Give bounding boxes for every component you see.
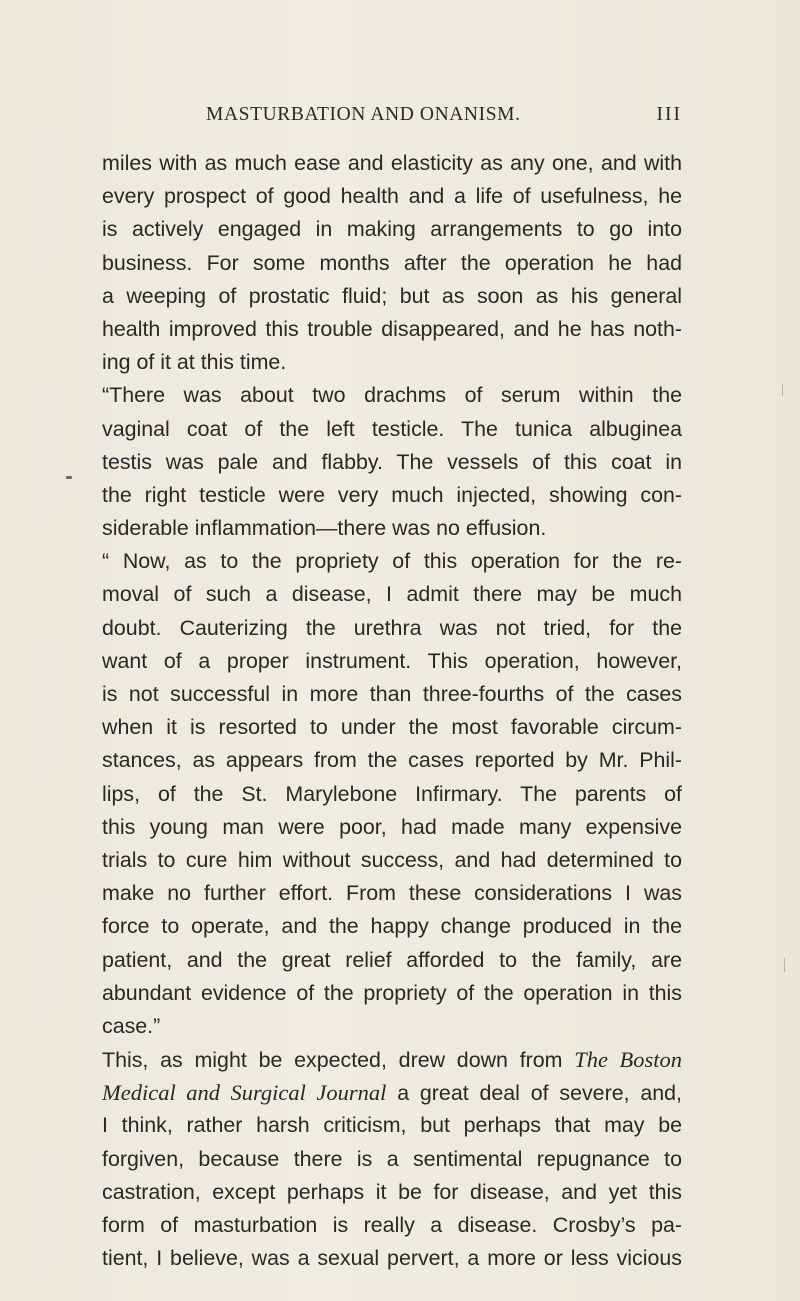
text-line: make no further effort. From these considerations I was — [102, 881, 682, 906]
text-line: doubt. Cauterizing the urethra was not tried, for the — [102, 615, 682, 640]
margin-mark — [66, 476, 72, 479]
text-line: abundant evidence of the propriety of the operation in this — [102, 980, 682, 1005]
text-line: form of masturbation is really a disease. Crosby’s pa- — [102, 1213, 682, 1237]
text-line: want of a proper instrument. This operation, however, — [102, 648, 682, 673]
margin-mark — [782, 384, 783, 396]
text-line: patient, and the great relief afforded to the family, are — [102, 947, 682, 972]
journal-title-italic: The Boston — [574, 1047, 682, 1073]
text-line: stances, as appears from the cases reported by Mr. Phil- — [102, 748, 682, 773]
text-line: testis was pale and flabby. The vessels of this coat in — [102, 449, 682, 474]
text-line: vaginal coat of the left testicle. The tunica albuginea — [102, 416, 682, 441]
text-segment: a great deal of severe, and, — [386, 1081, 682, 1106]
margin-mark — [784, 958, 785, 972]
journal-title-italic: Medical and Surgical Journal — [102, 1080, 387, 1106]
text-line: every prospect of good health and a life of usefulness, he — [102, 184, 682, 209]
page-number: III — [656, 104, 682, 125]
text-line: trials to cure him without success, and had determined to — [102, 847, 682, 872]
text-line: “There was about two drachms of serum within the — [102, 383, 682, 408]
text-line: this young man were poor, had made many expensive — [102, 814, 682, 839]
text-line — [102, 1076, 682, 1109]
text-line: business. For some months after the operation he had — [102, 250, 682, 275]
text-line: case.” — [102, 1013, 161, 1038]
text-line: moval of such a disease, I admit there may be much — [102, 582, 682, 607]
text-segment: This, as might be expected, drew down from — [102, 1048, 575, 1073]
text-line — [102, 1043, 682, 1076]
text-line: the right testicle were very much injected, showing con- — [102, 482, 682, 507]
text-line: is not successful in more than three-fourths of the cases — [102, 682, 682, 706]
text-line: “ Now, as to the propriety of this operation for the re- — [102, 549, 682, 574]
text-line: lips, of the St. Marylebone Infirmary. The parents of — [102, 781, 682, 806]
running-head — [100, 104, 682, 132]
text-line: when it is resorted to under the most favorable circum- — [102, 715, 682, 740]
text-line: I think, rather harsh criticism, but perhaps that may be — [102, 1113, 682, 1138]
text-line: forgiven, because there is a sentimental repugnance to — [102, 1146, 682, 1171]
body-text — [102, 147, 682, 1275]
text-line: force to operate, and the happy change produced in the — [102, 914, 682, 939]
text-line: a weeping of prostatic fluid; but as soon as his general — [102, 283, 682, 308]
text-line: tient, I believe, was a sexual pervert, a more or less vicious — [102, 1246, 682, 1271]
text-line: miles with as much ease and elasticity as any one, and with — [102, 151, 682, 175]
text-line: health improved this trouble disappeared, and he has noth- — [102, 316, 682, 341]
text-line: castration, except perhaps it be for disease, and yet this — [102, 1179, 682, 1204]
running-title: MASTURBATION AND ONANISM. — [206, 104, 521, 125]
text-line: siderable inflammation—there was no effusion. — [102, 516, 547, 541]
text-line: ing of it at this time. — [102, 350, 287, 375]
text-line: is actively engaged in making arrangements to go into — [102, 217, 682, 242]
